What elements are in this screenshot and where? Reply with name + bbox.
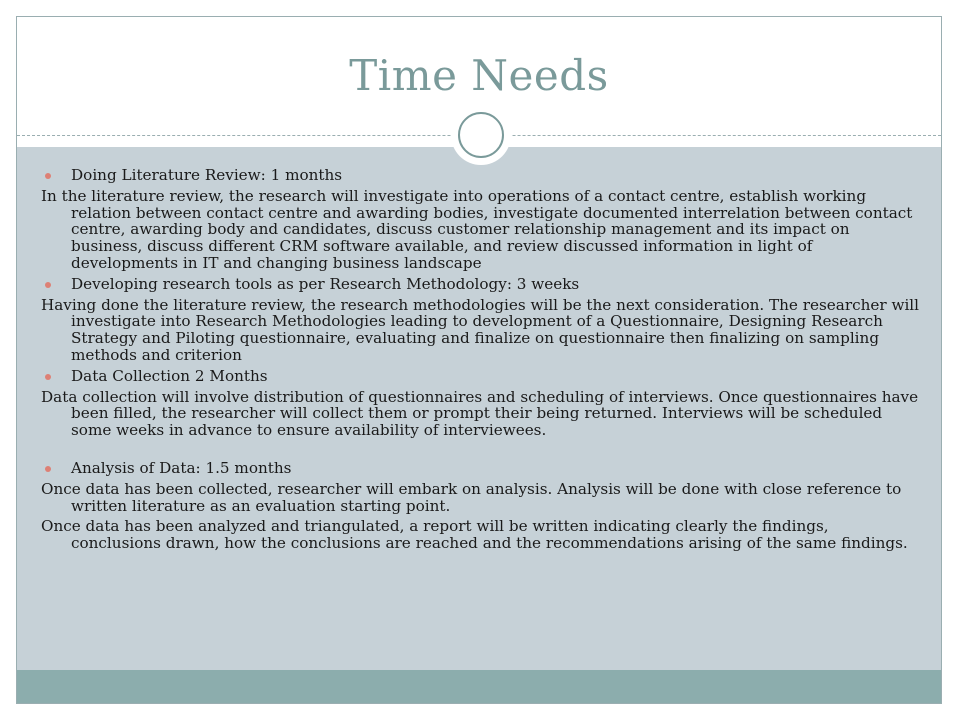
bullet-text: Analysis of Data: 1.5 months	[71, 458, 292, 477]
bullet-text: Doing Literature Review: 1 months	[71, 166, 343, 184]
slide-body	[41, 163, 921, 552]
paragraph: Once data has been collected, researcher will embark on analysis. Analysis will be done with close reference to written literature as an evaluation starting point.	[41, 479, 902, 515]
bullet-item	[41, 368, 921, 385]
bullet-dot-icon	[45, 282, 51, 288]
bullet-item	[41, 167, 921, 184]
paragraph: Once data has been analyzed and triangulated, a report will be written indicating clearly the findings, conclusions drawn, how the conclusions are reached and the recommendations arising of the same findings.	[41, 517, 908, 553]
slide	[16, 16, 942, 704]
bullet-item	[41, 276, 921, 293]
bullet-dot-icon	[45, 466, 51, 472]
paragraph: In the literature review, the research will investigate into operations of a contact centre, establish working relation between contact centre and awarding bodies, investigate documented interrelation between contact centre, awarding body and candidates, discuss customer relationship management and its impact on business, discuss different CRM software available, and review discussed information in light of developments in IT and changing business landscape	[41, 186, 913, 272]
circle-ornament-icon	[458, 112, 504, 158]
footer-bar	[17, 670, 941, 703]
bullet-dot-icon	[45, 173, 51, 179]
paragraph: Data collection will involve distribution of questionnaires and scheduling of interviews. Once questionnaires have been filled, the researcher will collect them or prompt their being returned. Interviews will be scheduled some weeks in advance to ensure availability of interviewees.	[41, 387, 919, 440]
bullet-dot-icon	[45, 374, 51, 380]
bullet-text: Data Collection 2 Months	[71, 366, 268, 385]
divider-badge	[451, 105, 511, 165]
bullet-item	[41, 460, 921, 477]
bullet-text: Developing research tools as per Research Methodology: 3 weeks	[71, 274, 580, 293]
slide-title: Time Needs	[349, 51, 609, 100]
spacer	[41, 439, 921, 456]
paragraph: Having done the literature review, the research methodologies will be the next consideration. The researcher will investigate into Research Methodologies leading to development of a Questionnaire, Designing Research Strategy and Piloting questionnaire, evaluating and finalize on questionnaire then finalizing on sampling methods and criterion	[41, 295, 920, 364]
